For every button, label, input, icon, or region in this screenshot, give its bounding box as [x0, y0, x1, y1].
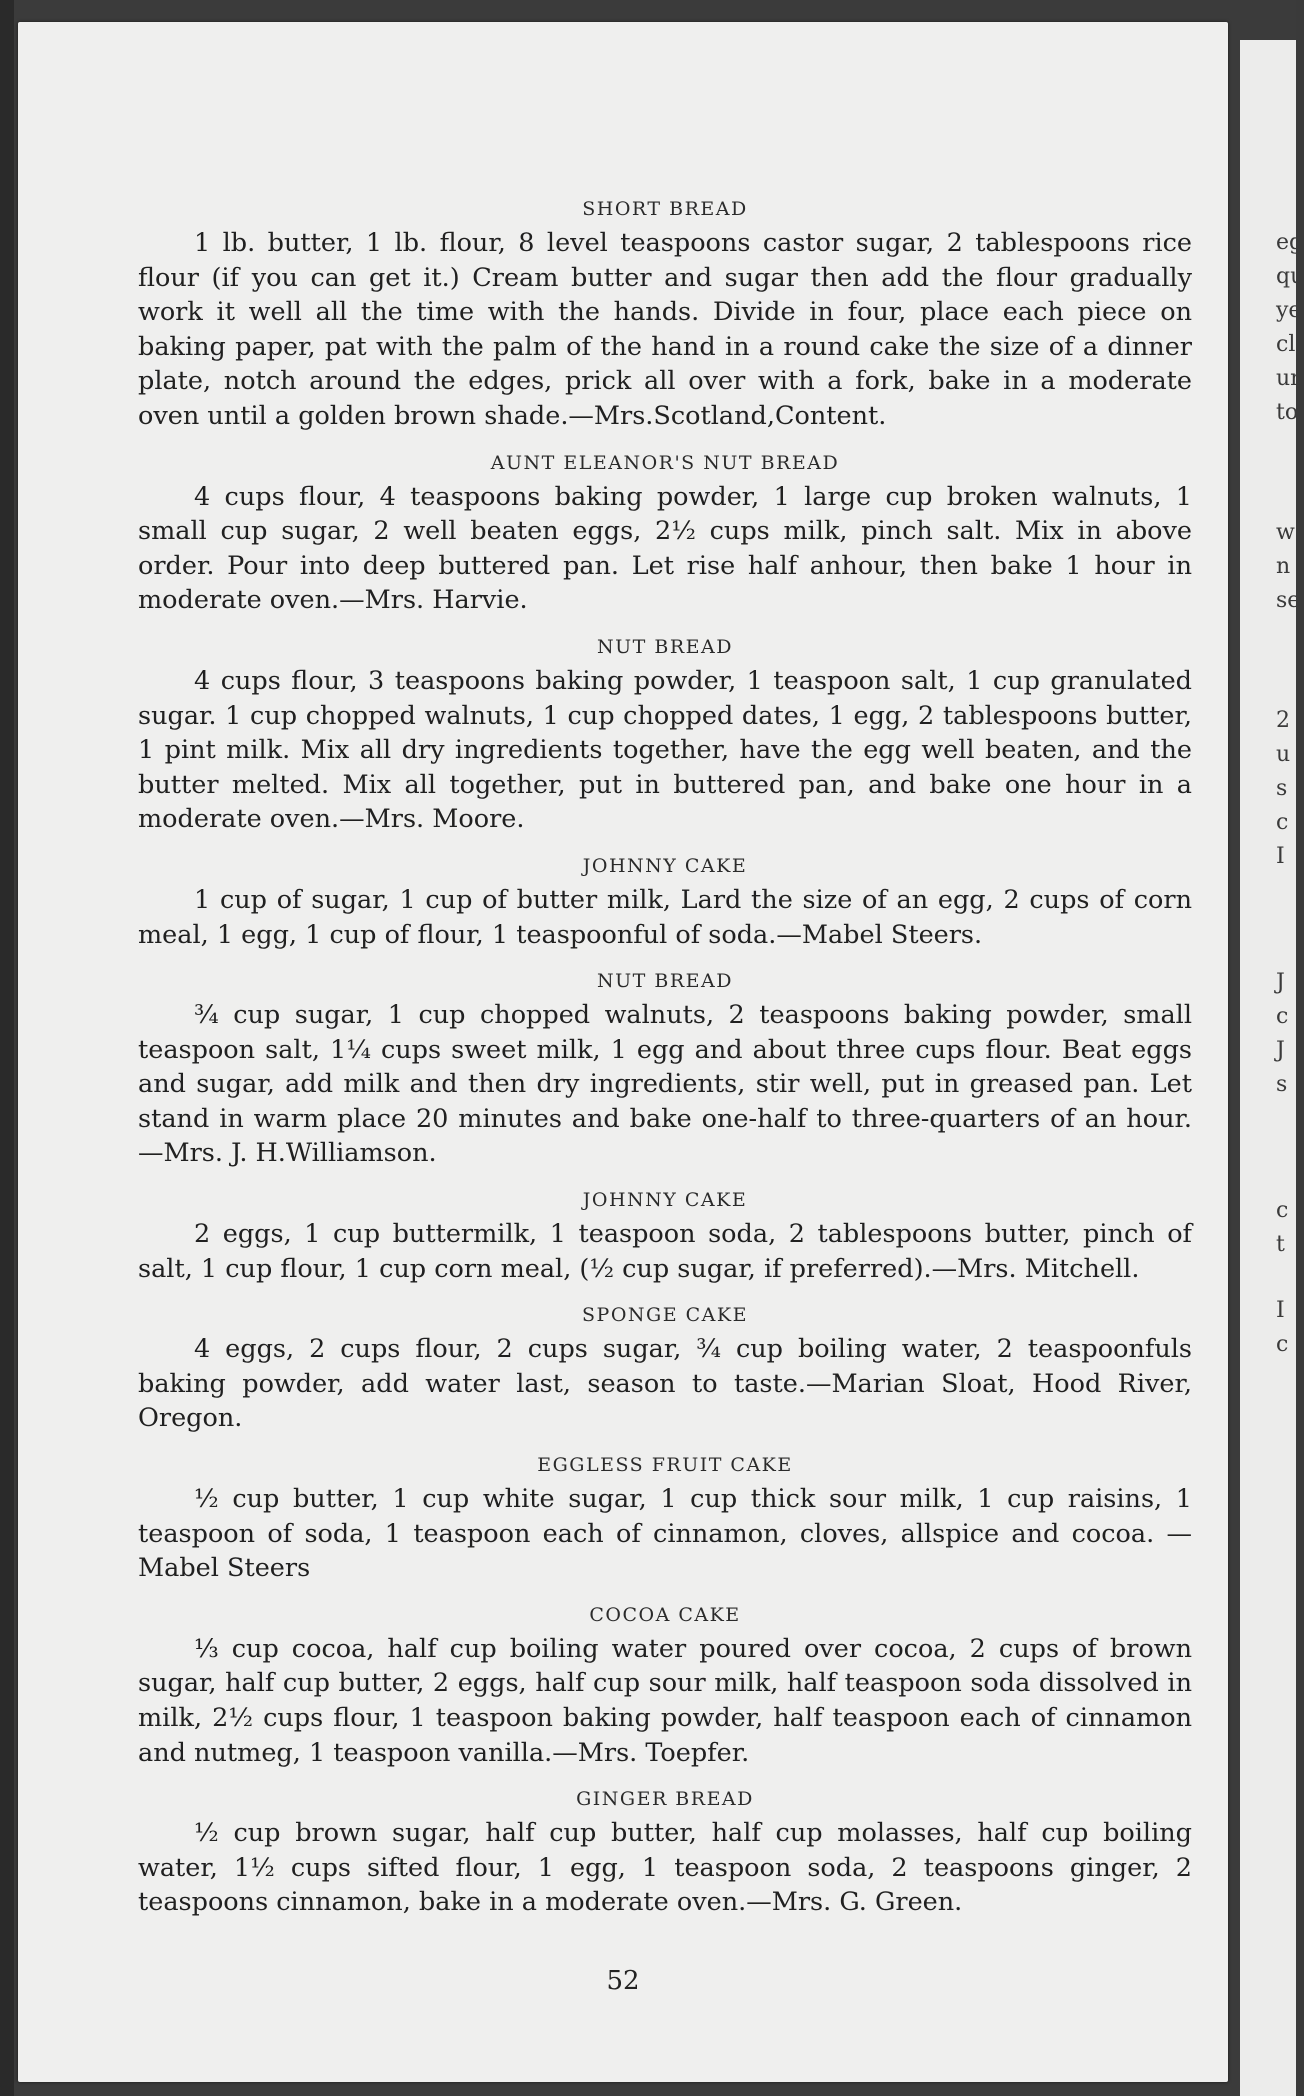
margin-letter: u	[1276, 742, 1291, 767]
recipe-body: 4 eggs, 2 cups flour, 2 cups sugar, ¾ cup boiling water, 2 teaspoonfuls baking powder, add water last, season to taste.—Marian Sloat, Hood River, Oregon.	[138, 1334, 1192, 1434]
recipe-body: ½ cup brown sugar, half cup butter, half cup molasses, half cup boiling water, 1½ cups sifted flour, 1 egg, 1 teaspoon soda, 2 teaspoons ginger, 2 teaspoons cinnamon, bake in a moderate oven.—Mrs. G. Green.	[138, 1818, 1192, 1918]
recipe-title: EGGLESS FRUIT CAKE	[537, 1454, 793, 1477]
margin-letter: c	[1276, 810, 1289, 835]
recipe-ginger-bread	[138, 1788, 1192, 1920]
margin-letter: ur	[1276, 366, 1301, 391]
recipe-sponge-cake	[138, 1304, 1192, 1436]
recipe-title: NUT BREAD	[597, 970, 733, 993]
margin-letter: c	[1276, 1332, 1289, 1357]
recipe-body: 4 cups flour, 3 teaspoons baking powder, 1 teaspoon salt, 1 cup granulated sugar. 1 cup chopped walnuts, 1 cup chopped dates, 1 egg, 2 tablespoons butter, 1 pint milk. Mix all dry ingredients together, have the egg well beaten, and the butter melted. Mix all together, put in buttered pan, and bake one hour in a moderate oven.—Mrs. Moore.	[138, 665, 1192, 835]
recipe-title: JOHNNY CAKE	[582, 854, 748, 877]
margin-letter: w	[1276, 520, 1295, 545]
recipe-body: 2 eggs, 1 cup buttermilk, 1 teaspoon soda, 2 tablespoons butter, pinch of salt, 1 cup flour, 1 cup corn meal, (½ cup sugar, if preferred).—Mrs. Mitchell.	[138, 1219, 1192, 1284]
recipe-eggless-fruit-cake	[138, 1454, 1192, 1586]
page-content	[138, 198, 1192, 1920]
recipe-title: SPONGE CAKE	[582, 1304, 748, 1327]
margin-letter: 2	[1276, 708, 1290, 733]
recipe-short-bread	[138, 198, 1192, 434]
recipe-nut-bread-2	[138, 970, 1192, 1171]
recipe-johnny-cake	[138, 855, 1192, 952]
margin-letter: I	[1276, 844, 1285, 869]
recipe-body: ¾ cup sugar, 1 cup chopped walnuts, 2 teaspoons baking powder, small teaspoon salt, 1¼ cups sweet milk, 1 egg and about three cups flour. Beat eggs and sugar, add milk and then dry ingredients, stir well, put in greased pan. Let stand in warm place 20 minutes and bake one-half to three-quarters of an hour.—Mrs. J. H.Williamson.	[138, 1000, 1192, 1169]
recipe-title: GINGER BREAD	[576, 1788, 754, 1811]
margin-letter: n	[1276, 554, 1291, 579]
margin-letter: ye	[1276, 298, 1302, 323]
recipe-title: AUNT ELEANOR'S NUT BREAD	[490, 451, 840, 474]
recipe-title: JOHNNY CAKE	[582, 1189, 748, 1212]
recipe-body: 1 lb. butter, 1 lb. flour, 8 level teaspoons castor sugar, 2 tablespoons rice flour (if you can get it.) Cream butter and sugar then add the flour gradually work it well all the time with the hands. Divide in four, place each piece on baking paper, pat with the palm of the hand in a round cake the size of a dinner plate, notch around the edges, prick all over with a fork, bake in a moderate oven until a golden brown shade.—Mrs.Scotland,Content.	[138, 228, 1192, 431]
margin-letter: to	[1276, 400, 1299, 425]
margin-letter: t	[1276, 1232, 1285, 1257]
margin-letter: J	[1276, 1038, 1285, 1063]
margin-letter: J	[1276, 970, 1285, 995]
recipe-title: SHORT BREAD	[582, 198, 748, 220]
recipe-johnny-cake-2	[138, 1189, 1192, 1286]
margin-letter: cl	[1276, 332, 1296, 357]
recipe-title: COCOA CAKE	[589, 1603, 741, 1626]
recipe-body: 4 cups flour, 4 teaspoons baking powder, 1 large cup broken walnuts, 1 small cup sugar, 2 well beaten eggs, 2½ cups milk, pinch salt. Mix in above order. Pour into deep buttered pan. Let rise half anhour, then bake 1 hour in moderate oven.—Mrs. Harvie.	[138, 481, 1192, 616]
cookbook-page	[18, 22, 1228, 2082]
recipe-title: NUT BREAD	[597, 635, 733, 658]
margin-letter: se	[1276, 588, 1301, 613]
recipe-body: 1 cup of sugar, 1 cup of butter milk, Lard the size of an egg, 2 cups of corn meal, 1 egg, 1 cup of flour, 1 teaspoonful of soda.—Mabel Steers.	[138, 884, 1192, 950]
recipe-cocoa-cake	[138, 1604, 1192, 1770]
page-number: 52	[606, 1966, 640, 1996]
adjacent-page-text	[1272, 0, 1304, 2096]
recipe-nut-bread	[138, 636, 1192, 837]
margin-letter: I	[1276, 1298, 1285, 1323]
recipe-body: ⅓ cup cocoa, half cup boiling water poured over cocoa, 2 cups of brown sugar, half cup butter, 2 eggs, half cup sour milk, half teaspoon soda dissolved in milk, 2½ cups flour, 1 teaspoon baking powder, half teaspoon each of cinnamon and nutmeg, 1 teaspoon vanilla.—Mrs. Toepfer.	[138, 1633, 1192, 1768]
recipe-aunt-eleanors-nut-bread	[138, 452, 1192, 618]
margin-letter: s	[1276, 776, 1288, 801]
margin-letter: eg	[1276, 230, 1304, 255]
recipe-body: ½ cup butter, 1 cup white sugar, 1 cup thick sour milk, 1 cup raisins, 1 teaspoon of soda, 1 teaspoon each of cinnamon, cloves, allspice and cocoa. —Mabel Steers	[138, 1484, 1192, 1584]
margin-letter: qu	[1276, 264, 1304, 289]
margin-letter: s	[1276, 1072, 1288, 1097]
margin-letter: c	[1276, 1198, 1289, 1223]
margin-letter: c	[1276, 1004, 1289, 1029]
